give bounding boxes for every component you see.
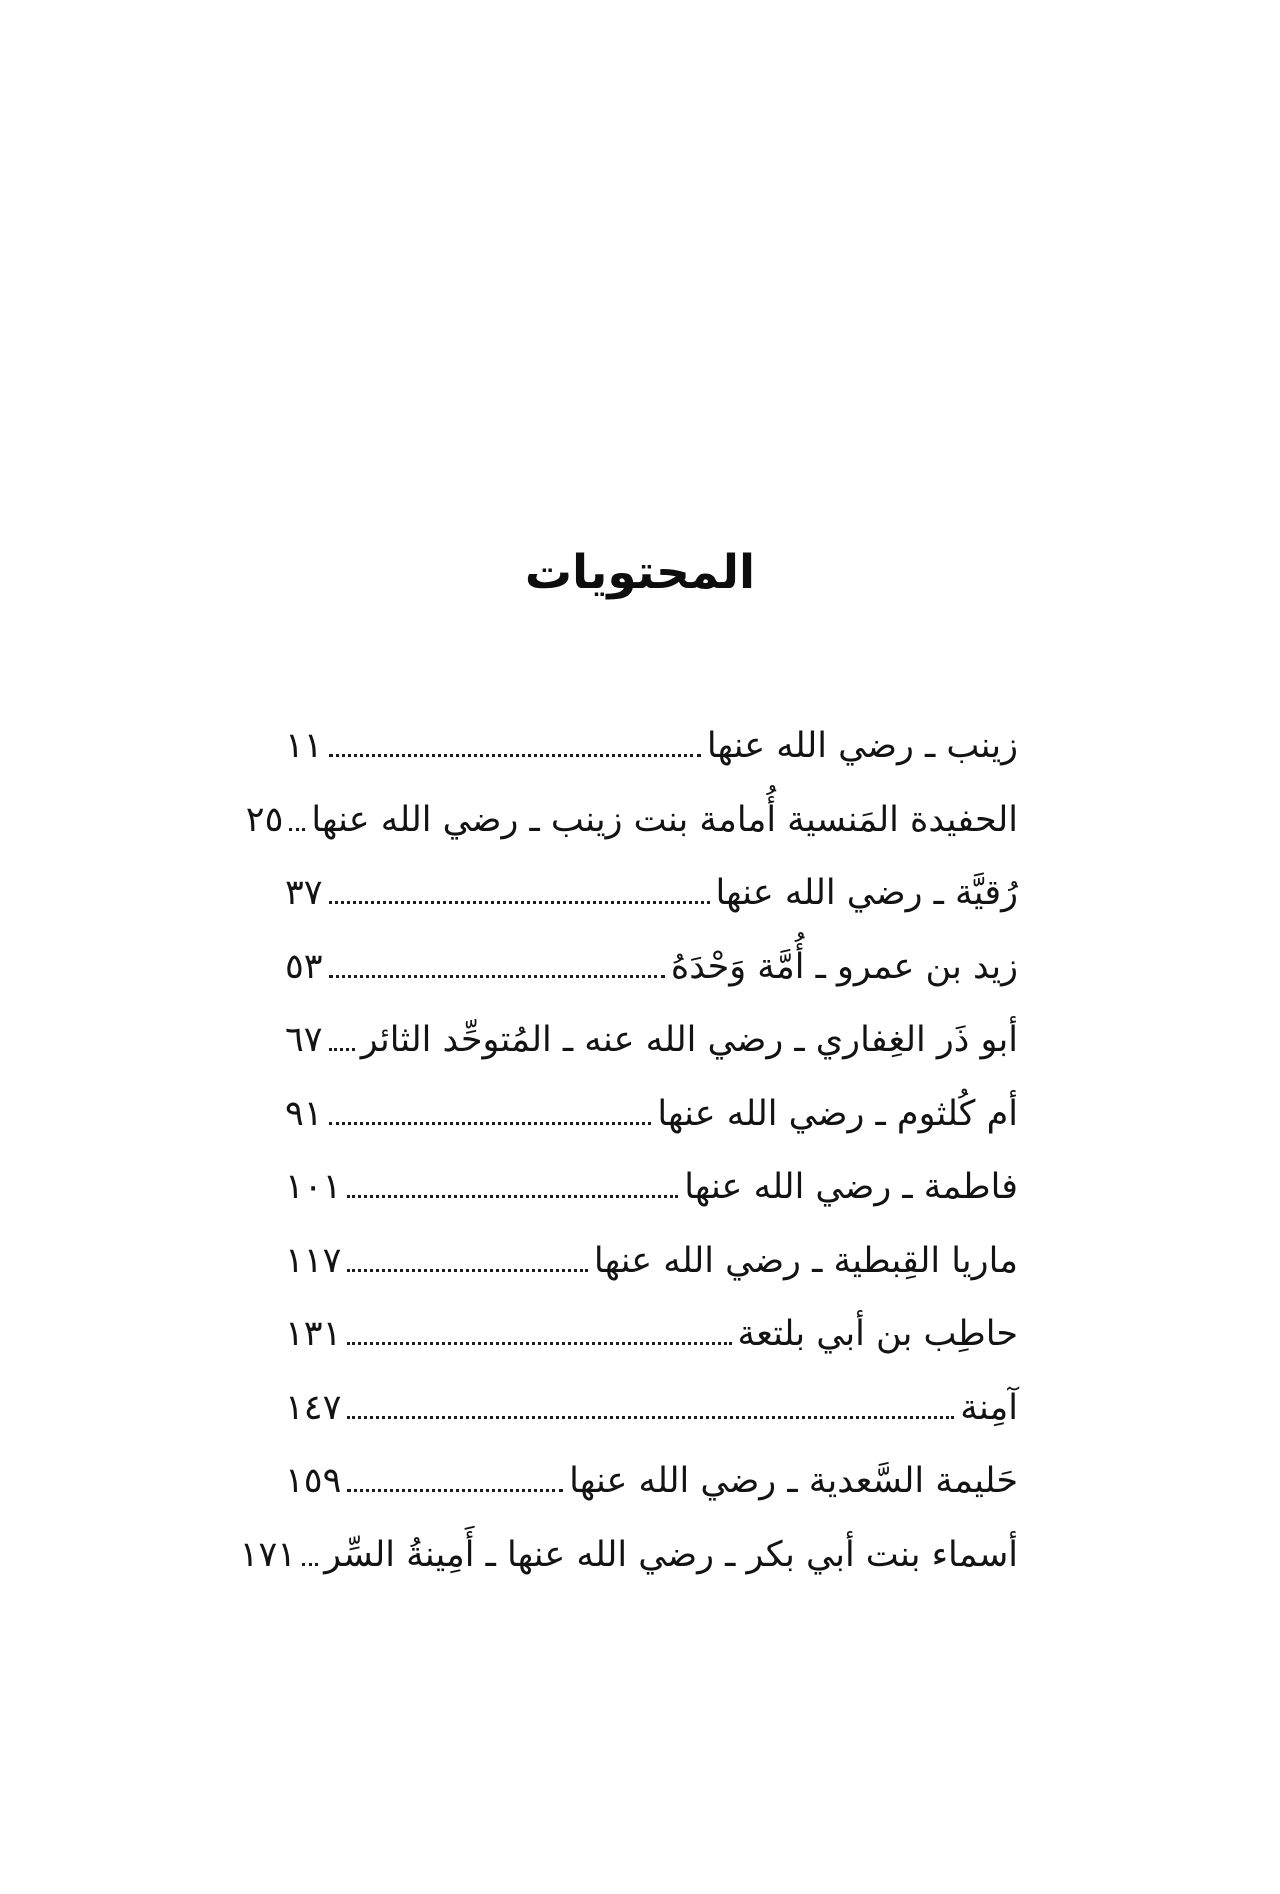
- toc-page-number: ١٠١: [285, 1167, 342, 1207]
- toc-entry-title: زيد بن عمرو ـ أُمَّة وَحْدَهُ: [670, 946, 1018, 987]
- toc-entry-title: أم كُلثوم ـ رضي الله عنها: [657, 1093, 1018, 1134]
- dotted-leader: [347, 1195, 678, 1198]
- toc-page-number: ١١: [285, 726, 323, 766]
- toc-entry: [285, 1078, 1018, 1152]
- dotted-leader: [329, 1122, 652, 1125]
- toc-entry-title: أبو ذَر الغِفاري ـ رضي الله عنه ـ المُتوحِّد الثائر: [360, 1020, 1018, 1060]
- toc-page-number: ٦٧: [285, 1020, 323, 1060]
- toc-entry-title: حاطِب بن أبي بلتعة: [737, 1314, 1018, 1354]
- dotted-leader: [329, 1048, 355, 1051]
- toc-page-number: ٩١: [285, 1093, 323, 1134]
- table-of-contents: [239, 710, 1018, 1592]
- toc-entry: [285, 1225, 1018, 1299]
- toc-page-number: ١٧١: [239, 1534, 297, 1575]
- dotted-leader: [329, 754, 701, 757]
- toc-entry-title: فاطمة ـ رضي الله عنها: [684, 1167, 1018, 1207]
- toc-page-number: ١٣١: [285, 1314, 342, 1354]
- dotted-leader: [347, 1489, 563, 1492]
- toc-entry-title: رُقيَّة ـ رضي الله عنها: [715, 873, 1018, 913]
- dotted-leader: [347, 1342, 731, 1345]
- toc-entry-title: آمِنة: [960, 1387, 1018, 1428]
- toc-entry: [245, 784, 1018, 858]
- toc-page-number: ٥٣: [285, 946, 323, 987]
- dotted-leader: [289, 828, 305, 831]
- dotted-leader: [347, 1416, 954, 1419]
- toc-page-number: ١٥٩: [285, 1461, 342, 1501]
- toc-entry-title: ماريا القِبطية ـ رضي الله عنها: [593, 1240, 1018, 1281]
- toc-entry: [239, 1519, 1018, 1593]
- toc-entry: [285, 1004, 1018, 1078]
- toc-entry: [285, 1151, 1018, 1225]
- toc-page-number: ١٤٧: [285, 1387, 342, 1428]
- toc-page-number: ١١٧: [285, 1240, 342, 1281]
- toc-entry: [285, 931, 1018, 1005]
- dotted-leader: [329, 901, 710, 904]
- toc-entry: [285, 1372, 1018, 1446]
- toc-entry: [285, 857, 1018, 931]
- toc-entry-title: الحفيدة المَنسية أُمامة بنت زينب ـ رضي الله عنها: [311, 799, 1018, 840]
- toc-entry-title: أسماء بنت أبي بكر ـ رضي الله عنها ـ أَمِينةُ السِّر: [324, 1534, 1018, 1575]
- toc-entry: [285, 1445, 1018, 1519]
- toc-page-number: ٢٥: [245, 799, 284, 840]
- page-title: المحتويات: [524, 545, 756, 600]
- dotted-leader: [347, 1269, 588, 1272]
- toc-entry: [285, 1298, 1018, 1372]
- dotted-leader: [302, 1563, 318, 1566]
- toc-entry: [285, 710, 1018, 784]
- toc-entry-title: حَليمة السَّعدية ـ رضي الله عنها: [569, 1461, 1018, 1501]
- toc-entry-title: زينب ـ رضي الله عنها: [706, 726, 1018, 766]
- toc-page-number: ٣٧: [285, 873, 323, 913]
- dotted-leader: [329, 975, 665, 978]
